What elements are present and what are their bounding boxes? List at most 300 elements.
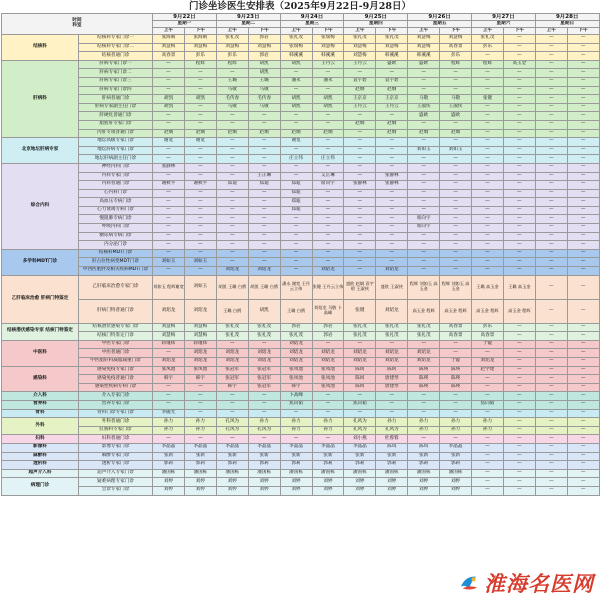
doctor-cell: —: [248, 120, 280, 129]
schedule-row: [2, 443, 600, 452]
doctor-cell: —: [312, 69, 344, 78]
doctor-cell: —: [503, 340, 535, 349]
doctor-cell: —: [567, 86, 599, 95]
doctor-cell: 张新: [440, 452, 472, 461]
doctor-cell: —: [248, 146, 280, 155]
doctor-cell: 马敬: [440, 95, 472, 104]
doctor-cell: —: [312, 340, 344, 349]
doctor-cell: 张礼茂: [248, 332, 280, 341]
doctor-cell: 刘婷: [376, 486, 408, 495]
doctor-cell: —: [312, 138, 344, 147]
doctor-cell: —: [153, 215, 185, 224]
doctor-cell: —: [440, 435, 472, 444]
doctor-cell: 刘婷: [408, 478, 440, 487]
doctor-cell: —: [344, 340, 376, 349]
doctor-cell: 刘炤龙: [216, 267, 248, 276]
doctor-cell: 郭莉: [312, 461, 344, 470]
doctor-cell: 于锟: [440, 358, 472, 367]
doctor-cell: 郭莉: [153, 461, 185, 470]
doctor-cell: 陈瑛: [440, 366, 472, 375]
schedule-row: [2, 181, 600, 190]
doctor-cell: —: [567, 332, 599, 341]
doctor-cell: 刘如玉: [440, 146, 472, 155]
doctor-cell: —: [503, 469, 535, 478]
doctor-cell: 王丹云: [344, 60, 376, 69]
doctor-cell: 于锟: [472, 340, 504, 349]
doctor-cell: —: [535, 112, 567, 121]
doctor-cell: 李晶晶: [248, 443, 280, 452]
weekday-header: 星期五: [408, 21, 472, 28]
doctor-cell: —: [248, 435, 280, 444]
doctor-cell: 张瑞梅: [312, 35, 344, 44]
doctor-cell: 韩宇: [216, 383, 248, 392]
doctor-cell: —: [440, 163, 472, 172]
doctor-cell: —: [535, 241, 567, 250]
doctor-cell: —: [503, 452, 535, 461]
doctor-cell: —: [535, 146, 567, 155]
doctor-cell: —: [535, 249, 567, 258]
schedule-row: [2, 60, 600, 69]
doctor-cell: —: [344, 241, 376, 250]
doctor-cell: —: [280, 224, 312, 233]
doctor-cell: 李晶晶: [216, 443, 248, 452]
doctor-cell: 王璐 白鹄: [280, 299, 312, 323]
doctor-cell: —: [376, 400, 408, 409]
doctor-cell: —: [344, 129, 376, 138]
doctor-cell: —: [440, 249, 472, 258]
doctor-cell: —: [472, 224, 504, 233]
doctor-cell: —: [567, 435, 599, 444]
doctor-cell: —: [503, 392, 535, 401]
schedule-row: [2, 103, 600, 112]
doctor-cell: 张海晴: [153, 35, 185, 44]
doctor-cell: —: [248, 215, 280, 224]
schedule-row: [2, 461, 600, 470]
doctor-cell: 郭莉: [280, 461, 312, 470]
doctor-cell: 刘炤龙 马敬 卜高峰: [312, 299, 344, 323]
doctor-cell: 席向宇: [408, 224, 440, 233]
doctor-cell: 张礼茂: [344, 323, 376, 332]
clinic-name: 肝病专家门诊一: [79, 60, 153, 69]
doctor-cell: —: [567, 112, 599, 121]
doctor-cell: —: [344, 146, 376, 155]
doctor-cell: 刘婷: [312, 478, 344, 487]
doctor-cell: —: [567, 155, 599, 164]
doctor-cell: —: [567, 163, 599, 172]
doctor-cell: 刘慧梅: [376, 43, 408, 52]
doctor-cell: —: [344, 267, 376, 276]
doctor-cell: 郭莉: [344, 461, 376, 470]
doctor-cell: 郭岩: [312, 332, 344, 341]
doctor-cell: 刘炤龙: [280, 349, 312, 358]
pm-header: 下午: [376, 28, 408, 35]
doctor-cell: 王璐 白鹄: [216, 299, 248, 323]
doctor-cell: —: [280, 172, 312, 181]
doctor-cell: 张礼茂: [344, 35, 376, 44]
doctor-cell: —: [280, 267, 312, 276]
doctor-cell: 孙力: [440, 426, 472, 435]
doctor-cell: —: [280, 215, 312, 224]
doctor-cell: —: [280, 232, 312, 241]
clinic-name: 中医专家门诊: [79, 340, 153, 349]
doctor-cell: —: [376, 138, 408, 147]
doctor-cell: —: [312, 400, 344, 409]
department-cell: 透析科: [2, 461, 79, 470]
doctor-cell: 潘国栋: [408, 469, 440, 478]
clinic-name: 营养专家门诊: [79, 400, 153, 409]
doctor-cell: —: [503, 323, 535, 332]
doctor-cell: 潘国栋: [344, 469, 376, 478]
doctor-cell: —: [535, 426, 567, 435]
clinic-name: 麻醉专家门诊: [79, 452, 153, 461]
doctor-cell: —: [408, 435, 440, 444]
doctor-cell: —: [567, 77, 599, 86]
doctor-cell: —: [567, 461, 599, 470]
doctor-cell: 刘慧梅: [408, 35, 440, 44]
schedule-row: [2, 129, 600, 138]
doctor-cell: —: [567, 443, 599, 452]
doctor-cell: 王璐 高玉金: [472, 275, 504, 299]
doctor-cell: —: [503, 366, 535, 375]
doctor-cell: 盛欧 王淑侠: [376, 275, 408, 299]
doctor-cell: —: [216, 198, 248, 207]
schedule-row: [2, 95, 600, 104]
doctor-cell: —: [153, 249, 185, 258]
doctor-cell: 刘慧梅: [344, 43, 376, 52]
schedule-row: [2, 349, 600, 358]
doctor-cell: —: [535, 35, 567, 44]
schedule-row: [2, 69, 600, 78]
doctor-cell: —: [567, 129, 599, 138]
doctor-cell: —: [503, 215, 535, 224]
schedule-row: [2, 332, 600, 341]
doctor-cell: 高春景: [440, 323, 472, 332]
doctor-cell: —: [248, 138, 280, 147]
doctor-cell: —: [472, 172, 504, 181]
doctor-cell: 胡凯: [248, 69, 280, 78]
doctor-cell: —: [216, 146, 248, 155]
doctor-cell: —: [535, 323, 567, 332]
doctor-cell: —: [312, 198, 344, 207]
doctor-cell: 彭乐: [440, 52, 472, 61]
doctor-cell: 胡凯: [280, 60, 312, 69]
doctor-cell: —: [344, 163, 376, 172]
doctor-cell: 郭莉: [216, 461, 248, 470]
doctor-cell: —: [567, 172, 599, 181]
doctor-cell: —: [376, 232, 408, 241]
doctor-cell: 潘永 谢宽 王丹云立伟: [280, 275, 312, 299]
doctor-cell: —: [376, 215, 408, 224]
doctor-cell: 刘慧梅: [153, 332, 185, 341]
doctor-cell: 庄立伟: [280, 155, 312, 164]
doctor-cell: 张静林: [344, 181, 376, 190]
doctor-cell: —: [503, 478, 535, 487]
doctor-cell: —: [440, 224, 472, 233]
doctor-cell: —: [344, 215, 376, 224]
doctor-cell: —: [535, 358, 567, 367]
doctor-cell: —: [153, 172, 185, 181]
clinic-name: 中西医肥胖及相关疾病MDT门诊: [79, 267, 153, 276]
doctor-cell: —: [344, 155, 376, 164]
doctor-cell: 赵炯: [344, 120, 376, 129]
doctor-cell: —: [472, 232, 504, 241]
doctor-cell: 程辉 刘如玉 高玉金: [408, 275, 440, 299]
doctor-cell: —: [216, 224, 248, 233]
schedule-row: [2, 112, 600, 121]
doctor-cell: —: [503, 258, 535, 267]
doctor-cell: 刘炤龙: [312, 267, 344, 276]
doctor-cell: —: [472, 146, 504, 155]
doctor-cell: —: [153, 349, 185, 358]
doctor-cell: —: [248, 241, 280, 250]
doctor-cell: —: [216, 163, 248, 172]
doctor-cell: —: [440, 258, 472, 267]
doctor-cell: 孙力: [376, 418, 408, 427]
doctor-cell: 谢宽: [184, 138, 216, 147]
doctor-cell: 张键: [472, 95, 504, 104]
doctor-cell: 张礼茂: [376, 332, 408, 341]
doctor-cell: —: [535, 60, 567, 69]
doctor-cell: 韩宇: [184, 375, 216, 384]
doctor-cell: —: [280, 120, 312, 129]
clinic-name: 肝病专家门诊三: [79, 77, 153, 86]
doctor-cell: —: [503, 409, 535, 418]
doctor-cell: —: [408, 155, 440, 164]
doctor-cell: —: [184, 112, 216, 121]
doctor-cell: 韩宇: [153, 375, 185, 384]
doctor-cell: 潘国栋: [248, 469, 280, 478]
doctor-cell: —: [408, 120, 440, 129]
department-cell: 超声介入科: [2, 469, 79, 478]
doctor-cell: —: [503, 155, 535, 164]
doctor-cell: 胡凯: [153, 103, 185, 112]
doctor-cell: 潘国栋: [153, 469, 185, 478]
clinic-name: 感染免疫普通门诊: [79, 375, 153, 384]
doctor-cell: 李晶晶: [312, 443, 344, 452]
department-cell: 病理门诊: [2, 478, 79, 495]
doctor-cell: 潘国栋: [184, 469, 216, 478]
doctor-cell: —: [472, 241, 504, 250]
doctor-cell: 刘婷: [376, 478, 408, 487]
doctor-cell: —: [535, 103, 567, 112]
clinic-name: 肝硬化普通门诊: [79, 112, 153, 121]
doctor-cell: —: [440, 241, 472, 250]
doctor-cell: 马敬: [216, 86, 248, 95]
schedule-row: [2, 340, 600, 349]
doctor-cell: —: [535, 478, 567, 487]
doctor-cell: 刘婷: [216, 478, 248, 487]
doctor-cell: —: [153, 189, 185, 198]
doctor-cell: 孙力: [472, 418, 504, 427]
doctor-cell: 陈琪: [408, 443, 440, 452]
doctor-cell: 刘婷: [248, 478, 280, 487]
clinic-name: 感染性疾病专科门诊: [79, 383, 153, 392]
header-date-row: [2, 14, 600, 21]
doctor-cell: —: [280, 258, 312, 267]
doctor-cell: —: [376, 258, 408, 267]
doctor-cell: 张新: [312, 452, 344, 461]
doctor-cell: —: [312, 409, 344, 418]
clinic-name: 影像专家门诊: [79, 443, 153, 452]
department-cell: 营养科: [2, 400, 79, 409]
schedule-row: [2, 77, 600, 86]
schedule-row: [2, 452, 600, 461]
schedule-row: [2, 258, 600, 267]
doctor-cell: 艾正琳: [312, 172, 344, 181]
doctor-cell: 刘炤龙: [248, 267, 280, 276]
doctor-cell: 韩宇: [280, 383, 312, 392]
doctor-cell: 彭乐: [184, 52, 216, 61]
doctor-cell: —: [535, 181, 567, 190]
doctor-cell: —: [216, 155, 248, 164]
doctor-cell: 张瑞梅: [280, 43, 312, 52]
doctor-cell: 潘永: [280, 77, 312, 86]
doctor-cell: —: [503, 86, 535, 95]
doctor-cell: —: [408, 258, 440, 267]
doctor-cell: 刘慧梅: [440, 35, 472, 44]
doctor-cell: 孔风为: [216, 426, 248, 435]
doctor-cell: —: [440, 267, 472, 276]
doctor-cell: 谢秋平: [153, 181, 185, 190]
department-cell: 介入科: [2, 392, 79, 401]
corner-cell: [2, 14, 153, 35]
doctor-cell: —: [184, 224, 216, 233]
doctor-cell: —: [472, 189, 504, 198]
doctor-cell: 刘慧梅: [344, 52, 376, 61]
clinic-name: 肝病普通门诊: [79, 95, 153, 104]
doctor-cell: —: [408, 392, 440, 401]
doctor-cell: 王京京: [344, 95, 376, 104]
doctor-cell: —: [503, 172, 535, 181]
doctor-cell: —: [184, 198, 216, 207]
doctor-cell: —: [153, 383, 185, 392]
doctor-cell: 郑迪: [280, 198, 312, 207]
doctor-cell: 刘炤龙: [280, 358, 312, 367]
doctor-cell: 张新: [408, 452, 440, 461]
department-cell: 外科: [2, 418, 79, 435]
doctor-cell: 赵炯: [440, 129, 472, 138]
pm-header: 下午: [503, 28, 535, 35]
doctor-cell: 刘炤龙: [184, 299, 216, 323]
doctor-cell: —: [567, 60, 599, 69]
doctor-cell: 刘炤龙: [344, 349, 376, 358]
doctor-cell: 郭岩: [280, 323, 312, 332]
doctor-cell: —: [472, 383, 504, 392]
doctor-cell: 刘如玉: [184, 258, 216, 267]
clinic-name: 结核普通门诊: [79, 52, 153, 61]
doctor-cell: —: [216, 189, 248, 198]
doctor-cell: 张凤池: [280, 375, 312, 384]
am-header: 上午: [472, 28, 504, 35]
doctor-cell: 谢宽: [280, 138, 312, 147]
doctor-cell: 张冠军: [216, 366, 248, 375]
doctor-cell: 张键: [344, 299, 376, 323]
doctor-cell: 王京京: [376, 95, 408, 104]
doctor-cell: —: [408, 69, 440, 78]
doctor-cell: 杜蓉蓉: [376, 435, 408, 444]
doctor-cell: —: [153, 69, 185, 78]
weekday-header: 星期四: [344, 21, 408, 28]
doctor-cell: 刘炤龙: [472, 358, 504, 367]
doctor-cell: 孔风为: [344, 426, 376, 435]
doctor-cell: 席向宇: [408, 215, 440, 224]
doctor-cell: 孙力: [312, 418, 344, 427]
schedule-row: [2, 224, 600, 233]
doctor-cell: —: [184, 241, 216, 250]
doctor-cell: —: [312, 206, 344, 215]
clinic-name: 肝病门特普通门诊: [79, 299, 153, 323]
doctor-cell: 刘慧梅: [153, 323, 185, 332]
doctor-cell: —: [344, 198, 376, 207]
doctor-cell: —: [248, 206, 280, 215]
doctor-cell: —: [503, 435, 535, 444]
department-cell: 乙肝临床治愈 肝病门特鉴定: [2, 275, 79, 323]
doctor-cell: 高春景: [440, 332, 472, 341]
doctor-cell: 刘婷: [440, 478, 472, 487]
date-header: 9月22日: [153, 14, 217, 21]
schedule-row: [2, 267, 600, 276]
doctor-cell: —: [216, 120, 248, 129]
doctor-cell: 王丹云: [312, 60, 344, 69]
doctor-cell: —: [503, 249, 535, 258]
department-cell: 妇科: [2, 435, 79, 444]
doctor-cell: —: [280, 69, 312, 78]
doctor-cell: —: [153, 392, 185, 401]
doctor-cell: —: [312, 120, 344, 129]
doctor-cell: —: [440, 198, 472, 207]
doctor-cell: 刘慧梅: [312, 43, 344, 52]
clinic-name: 中医脂肝科减脂减重门诊: [79, 358, 153, 367]
doctor-cell: 刘慧梅: [248, 43, 280, 52]
doctor-cell: 席向宇: [312, 181, 344, 190]
weekday-header: 星期三: [280, 21, 344, 28]
doctor-cell: —: [472, 198, 504, 207]
doctor-cell: 张礼茂: [408, 332, 440, 341]
am-header: 上午: [344, 28, 376, 35]
doctor-cell: —: [344, 392, 376, 401]
schedule-row: [2, 323, 600, 332]
doctor-cell: —: [312, 146, 344, 155]
doctor-cell: 郭莉: [408, 461, 440, 470]
doctor-cell: 蒋瑾炜: [153, 340, 185, 349]
doctor-cell: 高春景: [440, 43, 472, 52]
schedule-row: [2, 241, 600, 250]
doctor-cell: 张静林: [376, 181, 408, 190]
doctor-cell: —: [472, 461, 504, 470]
clinic-name: 肝病专家门诊四: [79, 86, 153, 95]
doctor-cell: —: [440, 69, 472, 78]
doctor-cell: —: [184, 267, 216, 276]
doctor-cell: 马敬: [216, 103, 248, 112]
doctor-cell: —: [472, 443, 504, 452]
doctor-cell: —: [184, 215, 216, 224]
doctor-cell: 潘永: [312, 77, 344, 86]
doctor-cell: 韩溪溪: [312, 52, 344, 61]
doctor-cell: 刘如玉: [153, 258, 185, 267]
corner-dept-label: 科室: [72, 23, 82, 28]
doctor-cell: 孙力: [312, 426, 344, 435]
doctor-cell: —: [376, 249, 408, 258]
doctor-cell: 胡凯 王璐 白鹄: [248, 275, 280, 299]
doctor-cell: 胡凯: [312, 95, 344, 104]
doctor-cell: —: [567, 215, 599, 224]
doctor-cell: 程辉: [216, 60, 248, 69]
doctor-cell: —: [216, 241, 248, 250]
doctor-cell: —: [472, 69, 504, 78]
doctor-cell: —: [567, 43, 599, 52]
doctor-cell: —: [503, 241, 535, 250]
doctor-cell: —: [216, 112, 248, 121]
